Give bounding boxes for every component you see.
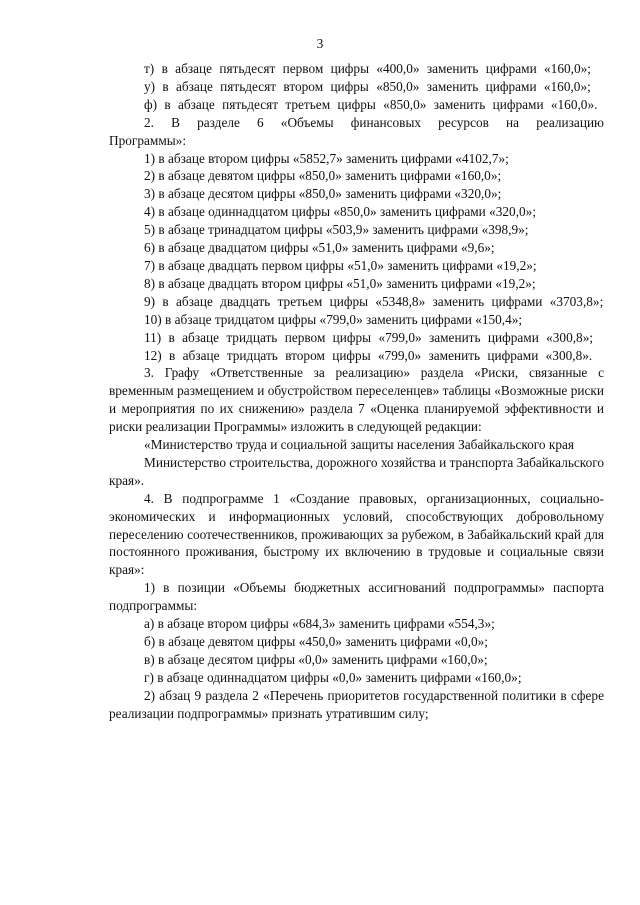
list-item: 3) в абзаце десятом цифры «850,0» заменить цифрами «320,0»;	[144, 186, 502, 202]
paragraph: ф) в абзаце пятьдесят третьем цифры «850,0» заменить цифрами «160,0».	[144, 96, 598, 112]
list-item: г) в абзаце одиннадцатом цифры «0,0» заменить цифрами «160,0»;	[144, 669, 522, 685]
list-item: 12) в абзаце тридцать втором цифры «799,0» заменить цифрами «300,8».	[144, 347, 593, 363]
paragraph: 4. В подпрограмме 1 «Создание правовых, организационных, социально-экономических и информационных условий, способствующих добровольному переселению соотечественников, проживающих за рубежом, в Забайкальский край для постоянного проживания, быстрому их включению в трудовые и социальные связи края»:	[109, 490, 604, 578]
list-item: 9) в абзаце двадцать третьем цифры «5348,8» заменить цифрами «3703,8»;	[144, 293, 604, 309]
list-item: 2) в абзаце девятом цифры «850,0» заменить цифрами «160,0»;	[144, 168, 502, 184]
paragraph: т) в абзаце пятьдесят первом цифры «400,0» заменить цифрами «160,0»;	[144, 61, 591, 76]
list-item: 10) в абзаце тридцатом цифры «799,0» заменить цифрами «150,4»;	[144, 311, 523, 327]
document-body	[109, 60, 604, 723]
list-item: 5) в абзаце тринадцатом цифры «503,9» заменить цифрами «398,9»;	[144, 222, 529, 238]
page-number: 3	[316, 36, 324, 51]
list-item: 8) в абзаце двадцать втором цифры «51,0» заменить цифрами «19,2»;	[144, 275, 536, 291]
paragraph: 2) абзац 9 раздела 2 «Перечень приоритетов государственной политики в сфере реализации подпрограммы» признать утратившим силу;	[109, 687, 604, 721]
list-item: 11) в абзаце тридцать первом цифры «799,0» заменить цифрами «300,8»;	[144, 329, 594, 345]
paragraph: «Министерство труда и социальной защиты населения Забайкальского края	[144, 437, 574, 453]
list-item: 4) в абзаце одиннадцатом цифры «850,0» заменить цифрами «320,0»;	[144, 204, 537, 220]
list-item: 7) в абзаце двадцать первом цифры «51,0» заменить цифрами «19,2»;	[144, 257, 537, 273]
list-item: 6) в абзаце двадцатом цифры «51,0» заменить цифрами «9,6»;	[144, 240, 495, 256]
paragraph: 2. В разделе 6 «Объемы финансовых ресурсов на реализацию Программы»:	[109, 114, 604, 148]
list-item: б) в абзаце девятом цифры «450,0» заменить цифрами «0,0»;	[144, 634, 488, 649]
list-item: 1) в абзаце втором цифры «5852,7» заменить цифрами «4102,7»;	[144, 150, 509, 166]
paragraph: 3. Графу «Ответственные за реализацию» раздела «Риски, связанные с временным размещением и обустройством переселенцев» таблицы «Возможные риски и мероприятия по их снижению» раздела 7 «Оценка планируемой эффективности и риски реализации Программы» изложить в следующей редакции:	[109, 365, 604, 435]
list-item: в) в абзаце десятом цифры «0,0» заменить цифрами «160,0»;	[144, 651, 488, 667]
paragraph: Министерство строительства, дорожного хозяйства и транспорта Забайкальского края».	[109, 454, 604, 488]
list-item: а) в абзаце втором цифры «684,3» заменить цифрами «554,3»;	[144, 616, 495, 632]
paragraph: 1) в позиции «Объемы бюджетных ассигнований подпрограммы» паспорта подпрограммы:	[109, 580, 604, 614]
paragraph: у) в абзаце пятьдесят втором цифры «850,0» заменить цифрами «160,0»;	[144, 78, 591, 94]
